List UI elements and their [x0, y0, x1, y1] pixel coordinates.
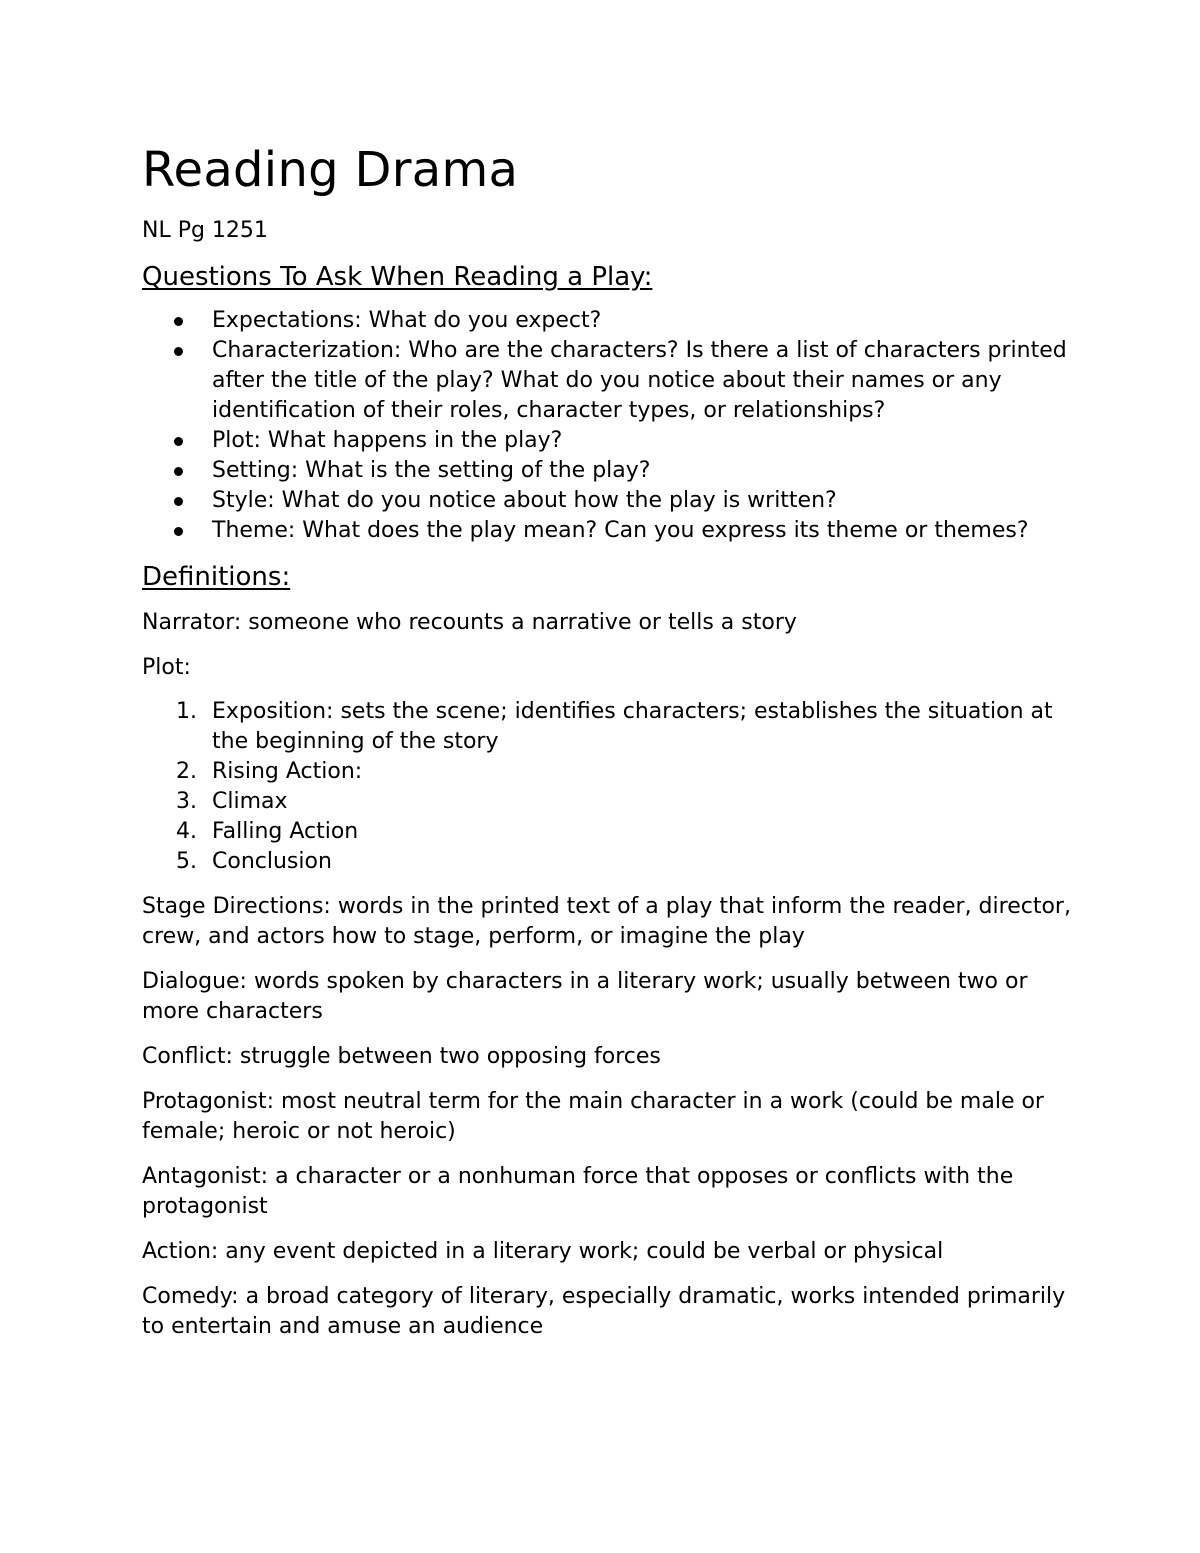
list-item-text: Exposition: sets the scene; identifies characters; establishes the situation at the beginning of the story [212, 699, 1053, 754]
list-item-text: Setting: What is the setting of the play? [212, 458, 651, 483]
plot-label: Plot: [142, 655, 191, 680]
list-item [142, 516, 1072, 546]
questions-list [142, 306, 1072, 546]
list-item [142, 697, 1072, 757]
list-item-text: Style: What do you notice about how the play is written? [212, 488, 837, 513]
list-item [142, 336, 1072, 426]
list-item [142, 817, 1072, 847]
definition-action: Action: any event depicted in a literary work; could be verbal or physical [142, 1239, 944, 1264]
bullet-icon [174, 467, 183, 476]
list-item-text: Climax [212, 789, 288, 814]
definition-narrator: Narrator: someone who recounts a narrative or tells a story [142, 610, 797, 635]
bullet-icon [174, 527, 183, 536]
definition-stage-directions: Stage Directions: words in the printed text of a play that inform the reader, director, crew, and actors how to stage, perform, or imagine the play [142, 894, 1071, 949]
definition-conflict: Conflict: struggle between two opposing forces [142, 1044, 661, 1069]
page-title: Reading Drama [142, 142, 519, 198]
list-item-text: Conclusion [212, 849, 332, 874]
list-item-text: Falling Action [212, 819, 359, 844]
definition-dialogue: Dialogue: words spoken by characters in a literary work; usually between two or more characters [142, 969, 1028, 1024]
bullet-icon [174, 317, 183, 326]
list-item [142, 486, 1072, 516]
definitions-heading: Definitions: [142, 562, 291, 592]
list-item-text: Expectations: What do you expect? [212, 308, 602, 333]
list-number: 5. [176, 849, 197, 874]
list-number: 3. [176, 789, 197, 814]
list-item [142, 456, 1072, 486]
list-item [142, 306, 1072, 336]
definition-antagonist: Antagonist: a character or a nonhuman force that opposes or conflicts with the protagonist [142, 1164, 1014, 1219]
definition-protagonist: Protagonist: most neutral term for the main character in a work (could be male or female; heroic or not heroic) [142, 1089, 1044, 1144]
bullet-icon [174, 497, 183, 506]
bullet-icon [174, 347, 183, 356]
list-item-text: Characterization: Who are the characters? Is there a list of characters printed after the title of the play? What do you notice about their names or any identification of their roles, character types, or relationships? [212, 338, 1067, 423]
questions-heading: Questions To Ask When Reading a Play: [142, 262, 653, 292]
list-item [142, 847, 1072, 877]
list-number: 2. [176, 759, 197, 784]
page-reference: NL Pg 1251 [142, 218, 268, 243]
list-item [142, 787, 1072, 817]
list-item [142, 426, 1072, 456]
list-item-text: Plot: What happens in the play? [212, 428, 563, 453]
list-item-text: Theme: What does the play mean? Can you express its theme or themes? [212, 518, 1029, 543]
plot-steps-list [142, 697, 1072, 877]
list-number: 4. [176, 819, 197, 844]
list-number: 1. [176, 699, 197, 724]
list-item [142, 757, 1072, 787]
list-item-text: Rising Action: [212, 759, 363, 784]
document-page [142, 140, 1072, 1342]
bullet-icon [174, 437, 183, 446]
definition-comedy: Comedy: a broad category of literary, especially dramatic, works intended primarily to entertain and amuse an audience [142, 1284, 1066, 1339]
